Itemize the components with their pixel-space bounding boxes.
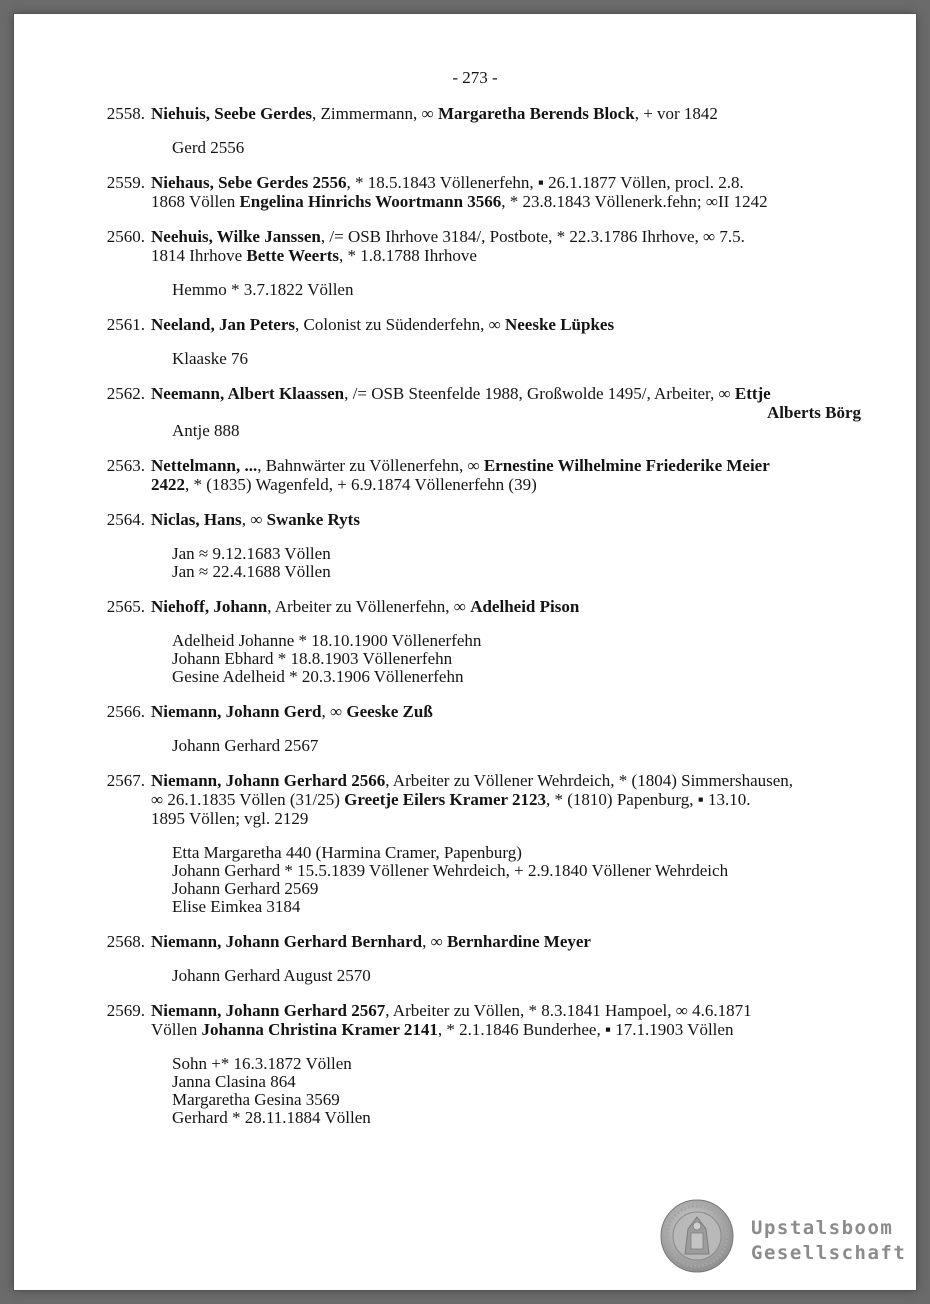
entry-line [151,771,861,790]
child-item: Johann Gerhard * 15.5.1839 Völlener Wehrdeich, + 2.9.1840 Völlener Wehrdeich [172,861,729,880]
genealogy-entries [0,104,930,1143]
person-name: Johanna Christina Kramer 2141 [201,1020,438,1039]
genealogy-entry [0,597,930,686]
entry-line [151,384,861,403]
child-item: Antje 888 [172,421,240,440]
person-name: Bette Weerts [246,246,340,265]
child-item: Jan ≈ 9.12.1683 Völlen [172,544,331,563]
entry-number: 2560. [106,227,145,246]
entry-line [151,315,861,334]
entry-number: 2569. [106,1001,145,1020]
entry-text [151,597,861,616]
genealogy-entry [0,456,930,494]
person-name: Niemann, Johann Gerd [151,702,322,721]
entry-line [151,809,861,828]
entry-number: 2564. [106,510,145,529]
child-item: Gerd 2556 [172,138,245,157]
entry-line [151,597,861,616]
person-name: Geeske Zuß [346,702,433,721]
entry-text [151,227,861,265]
society-logo-text [751,1216,906,1266]
entry-detail: ∞ 26.1.1835 Völlen (31/25) [151,790,345,809]
entry-line [151,510,861,529]
child-item: Hemmo * 3.7.1822 Völlen [172,280,354,299]
child-item: Elise Eimkea 3184 [172,897,301,916]
person-name: Alberts Börg [767,403,861,422]
person-name: Neeske Lüpkes [504,315,615,334]
children-list [172,350,930,368]
entry-detail: , Arbeiter zu Völlenerfehn, ∞ [267,597,471,616]
child-item: Jan ≈ 22.4.1688 Völlen [172,562,331,581]
entry-line [151,456,861,475]
entry-detail: , ∞ [422,932,447,951]
person-name: Niemann, Johann Gerhard 2566 [151,771,386,790]
children-list [172,844,930,916]
children-list [172,1055,930,1127]
genealogy-entry [0,702,930,755]
genealogy-entry [0,227,930,299]
children-list [172,281,930,299]
child-item: Johann Gerhard 2569 [172,879,319,898]
entry-text [151,932,861,951]
genealogy-entry [0,104,930,157]
entry-line [151,702,861,721]
person-name: Ettje [734,384,771,403]
person-name: Niemann, Johann Gerhard Bernhard [151,932,423,951]
entry-text [151,510,861,529]
entry-number: 2561. [106,315,145,334]
entry-line [151,1001,861,1020]
entry-detail: , ∞ [321,702,347,721]
person-name: Adelheid Pison [470,597,580,616]
entry-detail: , * 23.8.1843 Völlenerk.fehn; ∞II 1242 [501,192,768,211]
entry-text [151,456,861,494]
entry-number: 2567. [106,771,145,790]
children-list [172,737,930,755]
person-name: Neehuis, Wilke Janssen [151,227,321,246]
logo-line-2: Gesellschaft [751,1242,907,1264]
entry-text [151,702,861,721]
entry-line [151,104,861,123]
entry-text [151,1001,861,1039]
genealogy-entry [0,315,930,368]
genealogy-entry [0,932,930,985]
logo-line-1: Upstalsboom [751,1217,894,1239]
entry-detail: , * 1.8.1788 Ihrhove [339,246,477,265]
entry-detail: , * 2.1.1846 Bunderhee, ▪ 17.1.1903 Völlen [437,1020,734,1039]
child-item: Klaaske 76 [172,349,249,368]
entry-detail: , /= OSB Steenfelde 1988, Großwolde 1495/, Arbeiter, ∞ [344,384,735,403]
child-item: Margaretha Gesina 3569 [172,1090,340,1109]
entry-line [151,403,861,422]
entry-number: 2568. [106,932,145,951]
genealogy-entry [0,173,930,211]
entry-detail: 1895 Völlen; vgl. 2129 [151,809,309,828]
entry-detail: , * 18.5.1843 Völlenerfehn, ▪ 26.1.1877 Völlen, procl. 2.8. [346,173,744,192]
children-list [172,632,930,686]
child-item: Johann Gerhard August 2570 [172,966,371,985]
entry-detail: 1868 Völlen [151,192,240,211]
entry-line [151,227,861,246]
entry-detail: Völlen [151,1020,202,1039]
entry-number: 2562. [106,384,145,403]
person-name: Niehoff, Johann [151,597,268,616]
entry-line [151,173,861,192]
child-item: Janna Clasina 864 [172,1072,296,1091]
entry-detail: , * (1810) Papenburg, ▪ 13.10. [546,790,751,809]
person-name: Niemann, Johann Gerhard 2567 [151,1001,386,1020]
child-item: Etta Margaretha 440 (Harmina Cramer, Papenburg) [172,843,522,862]
genealogy-entry [0,771,930,916]
page-number: - 273 - [452,68,498,87]
seal-logo-icon [660,1199,734,1273]
entry-text [151,173,861,211]
person-name: Neeland, Jan Peters [151,315,296,334]
child-item: Johann Ebhard * 18.8.1903 Völlenerfehn [172,649,453,668]
child-item: Johann Gerhard 2567 [172,736,319,755]
genealogy-entry [0,384,930,440]
entry-detail: , Bahnwärter zu Völlenerfehn, ∞ [257,456,484,475]
person-name: Swanke Ryts [266,510,360,529]
entry-detail: , * (1835) Wagenfeld, + 6.9.1874 Völlenerfehn (39) [185,475,537,494]
person-name: Margaretha Berends Block [437,104,635,123]
child-item: Gerhard * 28.11.1884 Völlen [172,1108,371,1127]
child-item: Adelheid Johanne * 18.10.1900 Völlenerfehn [172,631,482,650]
entry-detail: 1814 Ihrhove [151,246,247,265]
entry-line [151,1020,861,1039]
entry-text [151,771,861,828]
entry-line [151,475,861,494]
person-name: Bernhardine Meyer [446,932,591,951]
entry-number: 2565. [106,597,145,616]
person-name: Niclas, Hans [151,510,242,529]
entry-number: 2563. [106,456,145,475]
entry-detail: , ∞ [241,510,267,529]
entry-text [151,104,861,123]
children-list [172,139,930,157]
entry-detail: , + vor 1842 [634,104,718,123]
child-item: Gesine Adelheid * 20.3.1906 Völlenerfehn [172,667,464,686]
entry-text [151,384,861,422]
person-name: Ernestine Wilhelmine Friederike Meier [483,456,770,475]
child-item: Sohn +* 16.3.1872 Völlen [172,1054,352,1073]
genealogy-entry [0,1001,930,1127]
children-list [172,422,930,440]
entry-number: 2559. [106,173,145,192]
entry-detail: , /= OSB Ihrhove 3184/, Postbote, * 22.3.1786 Ihrhove, ∞ 7.5. [320,227,745,246]
entry-line [151,790,861,809]
entry-detail: , Arbeiter zu Völlener Wehrdeich, * (1804) Simmershausen, [385,771,794,790]
genealogy-entry [0,510,930,581]
entry-detail: , Colonist zu Südenderfehn, ∞ [295,315,505,334]
person-name: Engelina Hinrichs Woortmann 3566 [239,192,502,211]
entry-line [151,246,861,265]
person-name: Greetje Eilers Kramer 2123 [344,790,547,809]
person-name: 2422 [151,475,185,494]
person-name: Neemann, Albert Klaassen [151,384,345,403]
entry-text [151,315,861,334]
entry-line [151,192,861,211]
entry-detail: , Arbeiter zu Völlen, * 8.3.1841 Hampoel, ∞ 4.6.1871 [385,1001,752,1020]
entry-number: 2566. [106,702,145,721]
person-name: Niehaus, Sebe Gerdes 2556 [151,173,347,192]
children-list [172,967,930,985]
person-name: Nettelmann, ... [151,456,258,475]
children-list [172,545,930,581]
entry-number: 2558. [106,104,145,123]
entry-detail: , Zimmermann, ∞ [312,104,438,123]
entry-line [151,932,861,951]
person-name: Niehuis, Seebe Gerdes [151,104,313,123]
